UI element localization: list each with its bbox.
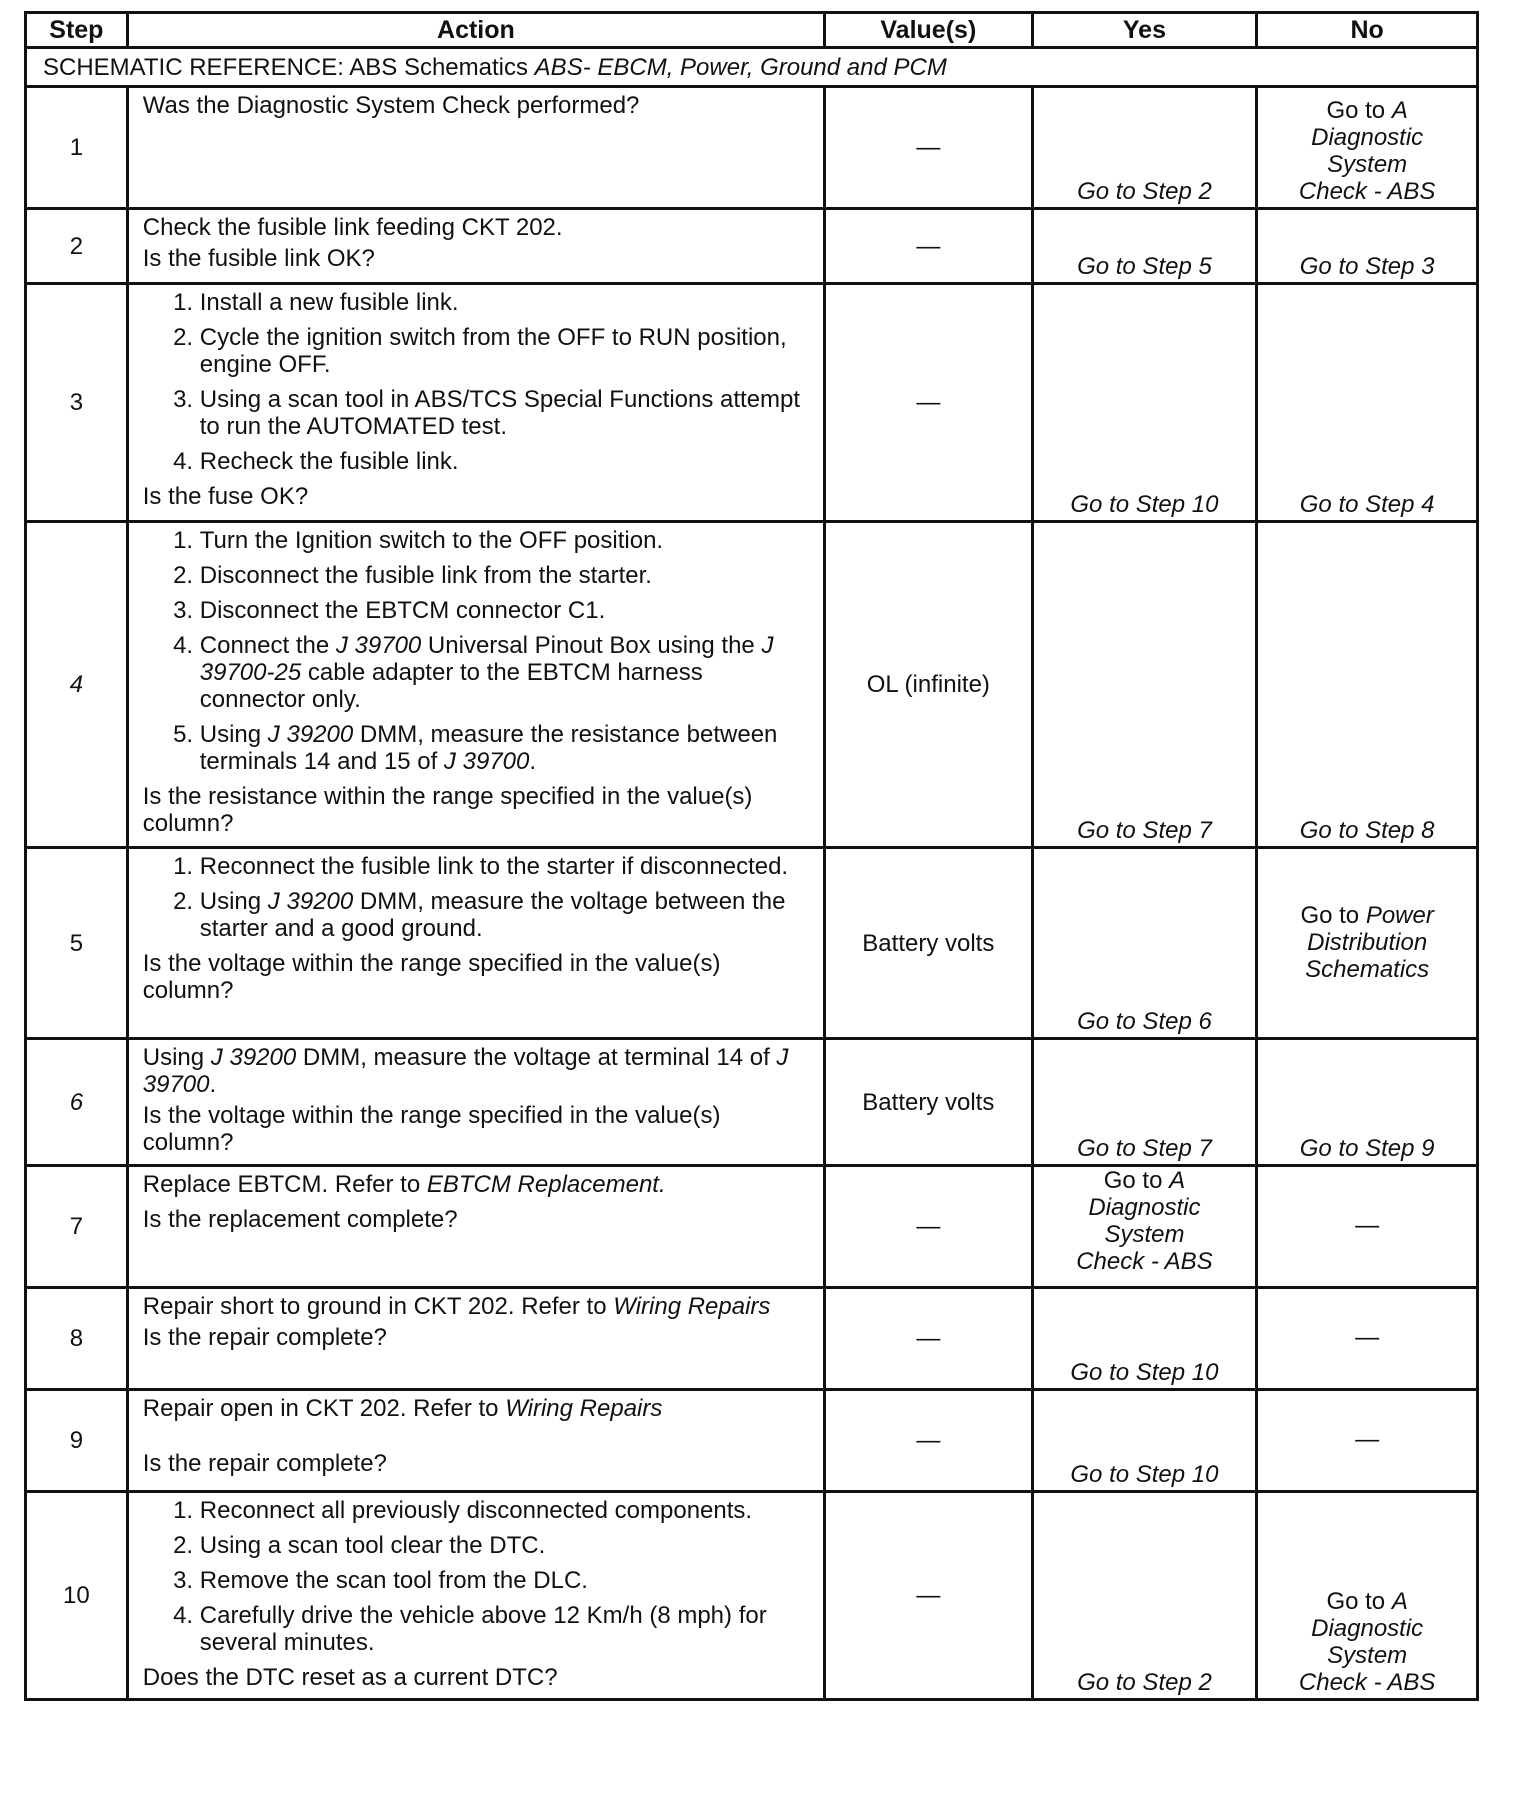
action-step: 1. Reconnect all previously disconnected components. bbox=[200, 1497, 813, 1524]
step-number: 5 bbox=[26, 848, 128, 1039]
table-row bbox=[26, 522, 1478, 848]
action-step: 2. Cycle the ignition switch from the OFF to RUN position, engine OFF. bbox=[200, 324, 813, 378]
action-steps-list bbox=[143, 1497, 813, 1656]
value-cell: Battery volts bbox=[825, 848, 1033, 1039]
yes-cell: Go to Step 6 bbox=[1032, 848, 1257, 1039]
action-cell bbox=[127, 1492, 824, 1700]
value-cell: — bbox=[825, 1288, 1033, 1390]
value-cell: — bbox=[825, 209, 1033, 284]
value-cell: — bbox=[825, 87, 1033, 209]
header-step: Step bbox=[26, 13, 128, 48]
yes-cell: Go to Step 7 bbox=[1032, 522, 1257, 848]
diagnostic-table bbox=[24, 11, 1479, 1701]
action-step: 1. Turn the Ignition switch to the OFF position. bbox=[200, 527, 813, 554]
step-number: 4 bbox=[26, 522, 128, 848]
value-cell: — bbox=[825, 1390, 1033, 1492]
table-row bbox=[26, 209, 1478, 284]
table-row bbox=[26, 1166, 1478, 1288]
action-steps-list bbox=[143, 289, 813, 475]
table-row bbox=[26, 87, 1478, 209]
action-question: Is the fusible link OK? bbox=[142, 245, 375, 272]
header-values: Value(s) bbox=[825, 13, 1033, 48]
no-cell: Go to Step 8 bbox=[1257, 522, 1478, 848]
header-yes: Yes bbox=[1032, 13, 1257, 48]
action-cell bbox=[127, 87, 824, 209]
table-row bbox=[26, 284, 1478, 522]
action-step: 2. Using J 39200 DMM, measure the voltage between the starter and a good ground. bbox=[200, 888, 813, 942]
table-row bbox=[26, 1039, 1478, 1166]
step-number: 7 bbox=[26, 1166, 128, 1288]
action-text: Repair short to ground in CKT 202. Refer to Wiring Repairs bbox=[142, 1293, 771, 1320]
action-text: Was the Diagnostic System Check performed? bbox=[142, 92, 640, 119]
step-number: 6 bbox=[26, 1039, 128, 1166]
header-action: Action bbox=[127, 13, 824, 48]
action-cell bbox=[127, 284, 824, 522]
step-number: 8 bbox=[26, 1288, 128, 1390]
action-cell bbox=[127, 522, 824, 848]
step-number: 3 bbox=[26, 284, 128, 522]
yes-cell: Go to A Diagnostic System Check - ABS bbox=[1032, 1166, 1257, 1288]
action-step: 4. Carefully drive the vehicle above 12 Km/h (8 mph) for several minutes. bbox=[200, 1602, 813, 1656]
schematic-reference: SCHEMATIC REFERENCE: ABS Schematics ABS- EBCM, Power, Ground and PCM bbox=[26, 48, 1478, 87]
value-cell: — bbox=[825, 1166, 1033, 1288]
value-cell: — bbox=[825, 1492, 1033, 1700]
no-cell: — bbox=[1257, 1166, 1478, 1288]
action-question: Is the repair complete? bbox=[142, 1450, 387, 1477]
header-no: No bbox=[1257, 13, 1478, 48]
action-question: Does the DTC reset as a current DTC? bbox=[142, 1664, 558, 1691]
action-cell bbox=[127, 848, 824, 1039]
yes-cell: Go to Step 2 bbox=[1032, 1492, 1257, 1700]
step-number: 10 bbox=[26, 1492, 128, 1700]
value-cell: OL (infinite) bbox=[825, 522, 1033, 848]
yes-cell: Go to Step 2 bbox=[1032, 87, 1257, 209]
header-row bbox=[26, 13, 1478, 48]
no-cell: Go to Step 4 bbox=[1257, 284, 1478, 522]
yes-cell: Go to Step 10 bbox=[1032, 1390, 1257, 1492]
no-cell: Go to Power Distribution Schematics bbox=[1257, 848, 1478, 1039]
step-number: 2 bbox=[26, 209, 128, 284]
action-question: Is the resistance within the range specified in the value(s) column? bbox=[142, 783, 753, 837]
action-cell bbox=[127, 1390, 824, 1492]
action-step: 3. Using a scan tool in ABS/TCS Special Functions attempt to run the AUTOMATED test. bbox=[200, 386, 813, 440]
step-number: 9 bbox=[26, 1390, 128, 1492]
action-step: 3. Remove the scan tool from the DLC. bbox=[200, 1567, 813, 1594]
action-question: Is the replacement complete? bbox=[142, 1206, 458, 1233]
no-cell: Go to Step 9 bbox=[1257, 1039, 1478, 1166]
table-row bbox=[26, 1288, 1478, 1390]
action-text: Using J 39200 DMM, measure the voltage at terminal 14 of J 39700. bbox=[142, 1044, 789, 1098]
yes-cell: Go to Step 10 bbox=[1032, 284, 1257, 522]
action-step: 4. Connect the J 39700 Universal Pinout Box using the J 39700-25 cable adapter to the EBTCM harness connector only. bbox=[200, 632, 813, 713]
step-number: 1 bbox=[26, 87, 128, 209]
action-text: Repair open in CKT 202. Refer to Wiring Repairs bbox=[142, 1395, 663, 1422]
action-text: Replace EBTCM. Refer to EBTCM Replacement. bbox=[142, 1171, 666, 1198]
table-row bbox=[26, 1492, 1478, 1700]
action-step: 5. Using J 39200 DMM, measure the resistance between terminals 14 and 15 of J 39700. bbox=[200, 721, 813, 775]
action-steps-list bbox=[143, 853, 813, 942]
action-question: Is the repair complete? bbox=[142, 1324, 387, 1351]
action-cell bbox=[127, 1288, 824, 1390]
action-text: Check the fusible link feeding CKT 202. bbox=[142, 214, 563, 241]
action-step: 1. Reconnect the fusible link to the starter if disconnected. bbox=[200, 853, 813, 880]
action-question: Is the voltage within the range specified in the value(s) column? bbox=[142, 950, 721, 1004]
action-steps-list bbox=[143, 527, 813, 775]
action-step: 1. Install a new fusible link. bbox=[200, 289, 813, 316]
no-cell: — bbox=[1257, 1288, 1478, 1390]
action-step: 4. Recheck the fusible link. bbox=[200, 448, 813, 475]
value-cell: — bbox=[825, 284, 1033, 522]
action-cell bbox=[127, 1166, 824, 1288]
table-row bbox=[26, 848, 1478, 1039]
no-cell: Go to A Diagnostic System Check - ABS bbox=[1257, 1492, 1478, 1700]
value-cell: Battery volts bbox=[825, 1039, 1033, 1166]
action-cell bbox=[127, 209, 824, 284]
table-row bbox=[26, 1390, 1478, 1492]
action-step: 3. Disconnect the EBTCM connector C1. bbox=[200, 597, 813, 624]
action-step: 2. Using a scan tool clear the DTC. bbox=[200, 1532, 813, 1559]
schematic-reference-row bbox=[26, 48, 1478, 87]
yes-cell: Go to Step 10 bbox=[1032, 1288, 1257, 1390]
action-question: Is the fuse OK? bbox=[142, 483, 309, 510]
no-cell: Go to A Diagnostic System Check - ABS bbox=[1257, 87, 1478, 209]
yes-cell: Go to Step 7 bbox=[1032, 1039, 1257, 1166]
action-step: 2. Disconnect the fusible link from the starter. bbox=[200, 562, 813, 589]
no-cell: — bbox=[1257, 1390, 1478, 1492]
action-question: Is the voltage within the range specified in the value(s) column? bbox=[142, 1102, 721, 1156]
yes-cell: Go to Step 5 bbox=[1032, 209, 1257, 284]
no-cell: Go to Step 3 bbox=[1257, 209, 1478, 284]
action-cell bbox=[127, 1039, 824, 1166]
